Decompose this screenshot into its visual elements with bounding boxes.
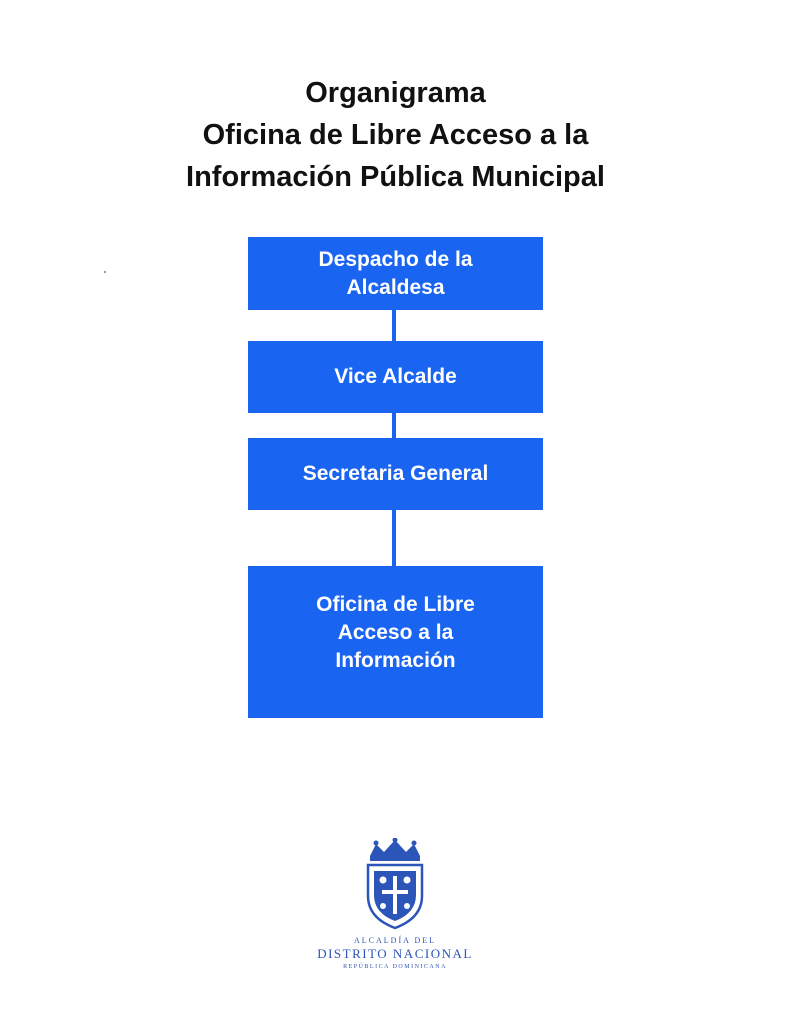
org-node-secretaria-general	[248, 438, 543, 510]
org-node-oficina-line-3: Información	[335, 649, 456, 672]
connector-line	[392, 310, 396, 341]
title-line-3: Información Pública Municipal	[186, 161, 605, 193]
title-line-1: Organigrama	[305, 77, 486, 109]
org-node-despacho	[248, 237, 543, 310]
connector-line	[392, 413, 396, 438]
org-node-vice-alcalde-line-1: Vice Alcalde	[334, 365, 457, 388]
stray-mark	[104, 271, 106, 273]
logo-text-alcaldia: ALCALDÍA DEL	[354, 936, 436, 945]
org-node-vice-alcalde	[248, 341, 543, 413]
page-title	[0, 72, 791, 198]
alcaldia-logo	[300, 838, 490, 978]
org-node-despacho-line-2: Alcaldesa	[346, 275, 445, 299]
logo-text-distrito: DISTRITO NACIONAL	[317, 946, 473, 961]
org-node-despacho-line-1: Despacho de la	[318, 247, 473, 271]
org-node-oficina-libre-acceso	[248, 566, 543, 718]
connector-line	[392, 510, 396, 566]
org-node-oficina-line-1: Oficina de Libre	[316, 593, 475, 616]
logo-text-republica: REPÚBLICA DOMINICANA	[343, 964, 447, 970]
title-line-2: Oficina de Libre Acceso a la	[202, 119, 589, 151]
org-node-secretaria-general-line-1: Secretaria General	[302, 462, 489, 485]
coat-of-arms-icon	[362, 838, 428, 930]
org-node-oficina-line-2: Acceso a la	[337, 621, 454, 644]
